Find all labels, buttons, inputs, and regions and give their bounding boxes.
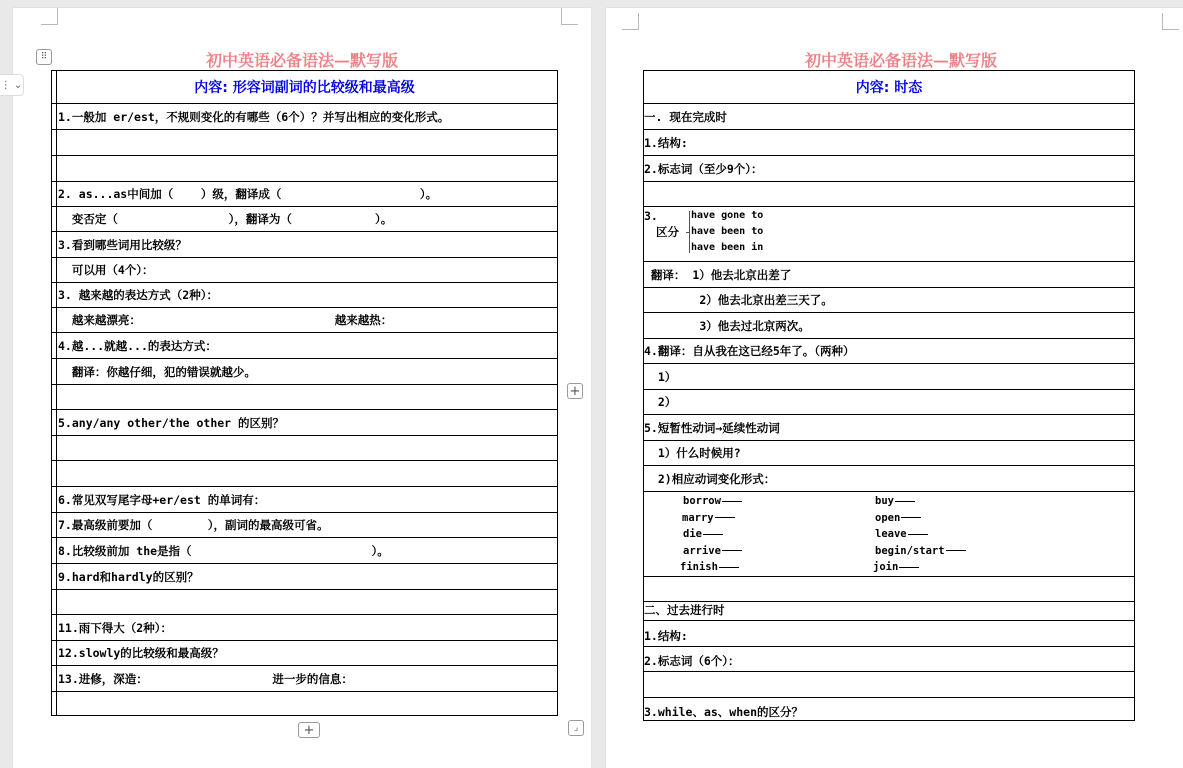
row-text: 2.标志词（至少9个）： [644, 161, 763, 176]
question-row [52, 282, 557, 307]
question-row [644, 646, 1134, 671]
add-row-button[interactable]: + [298, 722, 320, 738]
phrase-text: have been in [691, 242, 764, 253]
question-row [52, 206, 557, 231]
question-row [52, 358, 557, 384]
table-heading: 内容: 时态 [855, 80, 923, 96]
add-column-button[interactable]: + [567, 383, 583, 399]
row-text: 7.最高级前要加（ ），副词的最高级可省。 [58, 518, 329, 532]
question-row [644, 287, 1134, 312]
row-text: 3. 越来越的表达方式（2种）： [58, 288, 218, 302]
verb-item: marry [682, 512, 735, 524]
question-row [644, 465, 1134, 491]
row-text: 2.标志词（6个）： [644, 654, 740, 668]
table-heading: 内容: 形容词副词的比较级和最高级 [194, 80, 415, 96]
question-row [52, 614, 557, 640]
row-text: 12.slowly的比较级和最高级？ [58, 646, 224, 660]
question-row [644, 620, 1134, 646]
document-page-right [606, 8, 1183, 768]
question-row [52, 103, 557, 129]
verb-grid [644, 492, 1134, 576]
item-number: 3. [644, 209, 658, 223]
answer-blank-row[interactable] [644, 576, 1134, 601]
answer-blank-row[interactable] [52, 460, 557, 486]
bracket-cell [644, 207, 1134, 261]
answer-blank-row[interactable] [644, 181, 1134, 206]
question-row [644, 338, 1134, 363]
grammar-table-comparatives [51, 70, 558, 716]
side-toolbar-toggle[interactable]: ⋮ ⌄ [0, 74, 24, 96]
verb-item: open [875, 512, 921, 524]
margin-corner-mark [41, 8, 58, 25]
row-text: 5.短暂性动词→延续性动词 [644, 420, 780, 435]
row-text: 9.hard和hardly的区别？ [58, 569, 199, 584]
row-text: 1）什么时候用? [644, 446, 741, 460]
row-text: 可以用（4个）： [58, 263, 154, 277]
verb-item: begin/start [875, 545, 966, 557]
row-text: 2）他去北京出差三天了。 [644, 293, 833, 307]
question-row [644, 389, 1134, 414]
verb-item: die [683, 528, 723, 540]
row-text: 二、过去进行时 [644, 603, 725, 617]
margin-corner-mark [1162, 13, 1179, 30]
answer-blank-row[interactable] [52, 129, 557, 155]
row-text: 8.比较级前加 the是指（ ）。 [58, 543, 389, 558]
question-row [644, 414, 1134, 440]
row-text: 一. 现在完成时 [644, 109, 727, 124]
answer-blank-row[interactable] [52, 435, 557, 460]
row-text: 1.结构: [644, 135, 688, 150]
verb-list-row [644, 491, 1134, 576]
question-row [644, 697, 1134, 722]
table-move-handle-icon[interactable]: ⠿ [36, 49, 52, 65]
question-row [644, 440, 1134, 465]
row-text: 2)相应动词变化形式： [644, 471, 776, 486]
margin-corner-mark [561, 8, 578, 25]
row-text: 翻译： 1）他去北京出差了 [644, 267, 792, 282]
row-text: 5.any/any other/the other 的区别？ [58, 415, 285, 430]
question-row [52, 332, 557, 358]
document-title: 初中英语必备语法—默写版 [804, 51, 997, 70]
row-text: 2） [644, 395, 677, 409]
row-text: 6.常见双写尾字母+er/est 的单词有： [58, 492, 266, 507]
row-text: 3）他去过北京两次。 [644, 318, 810, 333]
verb-item: leave [875, 528, 928, 540]
question-row [644, 103, 1134, 129]
row-text: 3.while、as、when的区分？ [644, 705, 804, 719]
grammar-table-tenses [643, 70, 1135, 721]
question-row [52, 563, 557, 589]
document-title: 初中英语必备语法—默写版 [205, 51, 398, 70]
question-row [52, 409, 557, 435]
row-text: 4.越...就越...的表达方式： [58, 338, 217, 353]
verb-item: finish [680, 561, 739, 573]
question-row [644, 129, 1134, 155]
answer-blank-row[interactable] [52, 155, 557, 181]
phrase-text: have gone to [691, 210, 764, 221]
row-text: 1.一般加 er/est，不规则变化的有哪些（6个）？并写出相应的变化形式。 [58, 109, 450, 124]
question-row [52, 486, 557, 512]
question-row [52, 512, 557, 537]
bracket-label: 区分 [656, 225, 679, 239]
verb-item: arrive [683, 545, 742, 557]
answer-blank-row[interactable] [52, 589, 557, 614]
document-page-left [13, 8, 591, 768]
answer-blank-row[interactable] [52, 691, 557, 717]
bracket-tick [686, 232, 690, 233]
question-row [644, 601, 1134, 620]
row-text: 1） [644, 369, 677, 384]
question-row [52, 665, 557, 691]
margin-corner-mark [622, 13, 639, 30]
row-text: 2. as...as中间加（ ）级，翻译成（ ）。 [58, 187, 438, 201]
row-text: 翻译：你越仔细，犯的错误就越少。 [58, 364, 256, 379]
question-row [644, 261, 1134, 287]
question-row [52, 307, 557, 332]
question-row [52, 231, 557, 257]
question-row [644, 312, 1134, 338]
row-text: 变否定（ ），翻译为（ ）。 [58, 212, 393, 226]
question-row [644, 363, 1134, 389]
row-text: 1.结构: [644, 629, 688, 643]
phrase-text: have been to [691, 226, 764, 237]
row-text: 4.翻译：自从我在这已经5年了。（两种） [644, 344, 855, 358]
verb-item: join [873, 561, 919, 573]
table-resize-icon[interactable]: ⌟ [568, 720, 584, 736]
answer-blank-row[interactable] [644, 671, 1134, 697]
row-text: 越来越漂亮： 越来越热： [58, 313, 393, 327]
question-row [52, 537, 557, 563]
question-row [52, 257, 557, 282]
question-row [644, 155, 1134, 181]
row-text: 11.雨下得大（2种）： [58, 620, 172, 635]
verb-item: buy [875, 495, 915, 507]
distinction-bracket-row [644, 206, 1134, 261]
question-row [52, 640, 557, 665]
question-row [52, 181, 557, 206]
verb-item: borrow [683, 495, 742, 507]
answer-blank-row[interactable] [52, 384, 557, 409]
row-text: 13.进修，深造： 进一步的信息： [58, 671, 353, 686]
row-text: 3.看到哪些词用比较级？ [58, 237, 187, 252]
